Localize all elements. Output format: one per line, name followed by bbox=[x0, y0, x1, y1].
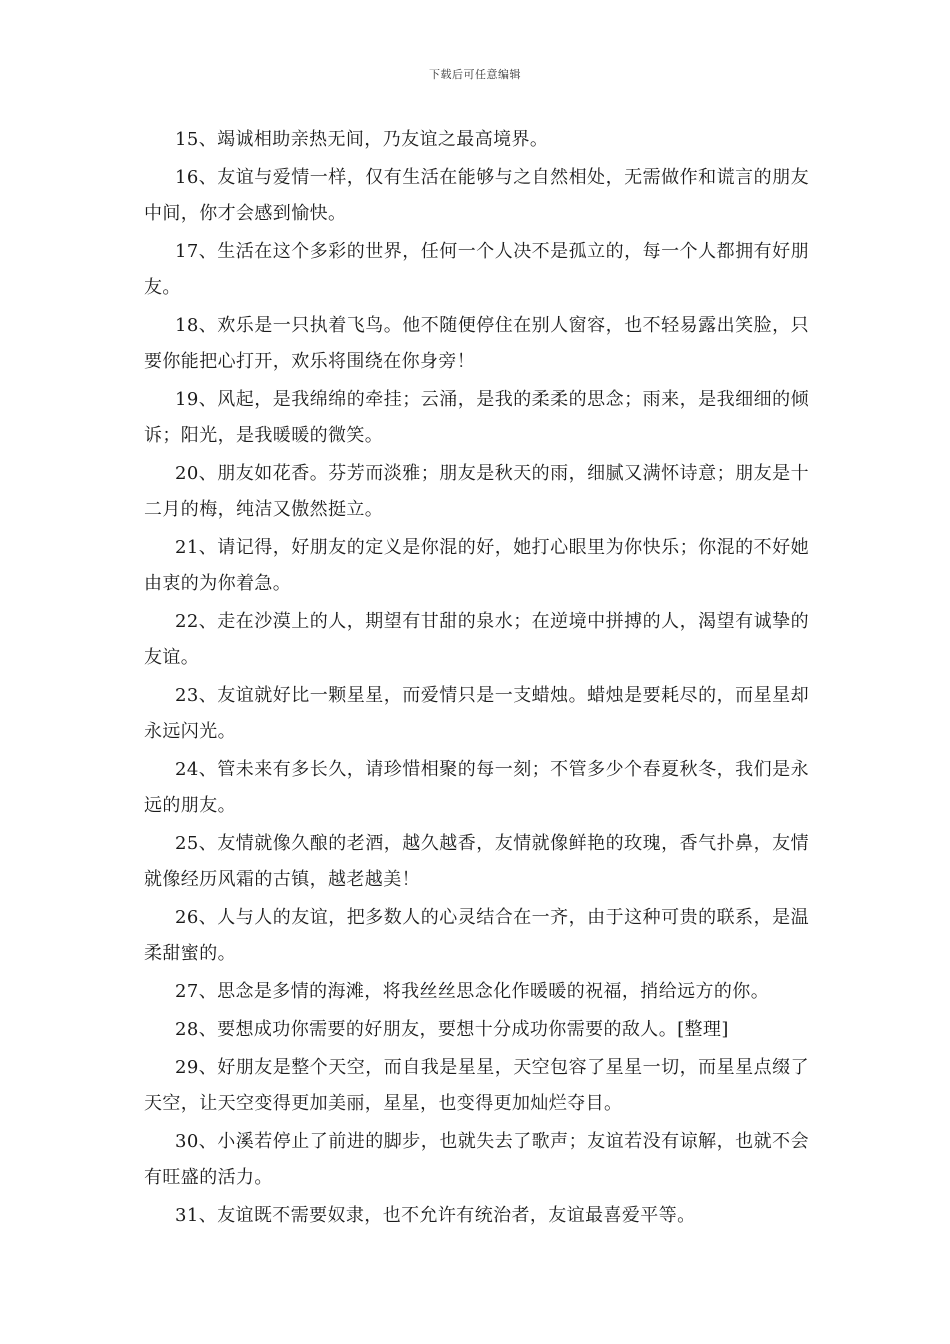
paragraph-25: 25、友情就像久酿的老酒，越久越香，友情就像鲜艳的玫瑰，香气扑鼻，友情就像经历风霜的古镇，越老越美！ bbox=[144, 833, 809, 890]
paragraph-29: 29、好朋友是整个天空，而自我是星星，天空包容了星星一切，而星星点缀了天空，让天空变得更加美丽，星星，也变得更加灿烂夺目。 bbox=[144, 1057, 809, 1114]
paragraph-21: 21、请记得，好朋友的定义是你混的好，她打心眼里为你快乐；你混的不好她由衷的为你着急。 bbox=[144, 537, 809, 594]
page-header: 下载后可任意编辑 bbox=[429, 68, 521, 81]
document-body bbox=[144, 122, 809, 1236]
paragraph-22: 22、走在沙漠上的人，期望有甘甜的泉水；在逆境中拼搏的人，渴望有诚挚的友谊。 bbox=[144, 611, 809, 668]
paragraph-16: 16、友谊与爱情一样，仅有生活在能够与之自然相处，无需做作和谎言的朋友中间，你才会感到愉快。 bbox=[144, 167, 809, 224]
paragraph-27: 27、思念是多情的海滩，将我丝丝思念化作暖暖的祝福，捎给远方的你。 bbox=[175, 981, 770, 1002]
paragraph-18: 18、欢乐是一只执着飞鸟。他不随便停住在别人窗容，也不轻易露出笑脸，只要你能把心打开，欢乐将围绕在你身旁！ bbox=[144, 315, 809, 372]
paragraph-23: 23、友谊就好比一颗星星，而爱情只是一支蜡烛。蜡烛是要耗尽的，而星星却永远闪光。 bbox=[144, 685, 809, 742]
paragraph-19: 19、风起，是我绵绵的牵挂；云涌，是我的柔柔的思念；雨来，是我细细的倾诉；阳光，是我暖暖的微笑。 bbox=[144, 389, 809, 446]
paragraph-24: 24、管未来有多长久，请珍惜相聚的每一刻；不管多少个春夏秋冬，我们是永远的朋友。 bbox=[144, 759, 809, 816]
paragraph-30: 30、小溪若停止了前进的脚步，也就失去了歌声；友谊若没有谅解，也就不会有旺盛的活力。 bbox=[144, 1131, 809, 1188]
paragraph-15: 15、竭诚相助亲热无间，乃友谊之最高境界。 bbox=[175, 129, 549, 150]
paragraph-17: 17、生活在这个多彩的世界，任何一个人决不是孤立的，每一个人都拥有好朋友。 bbox=[144, 241, 809, 298]
paragraph-28: 28、要想成功你需要的好朋友，要想十分成功你需要的敌人。[整理] bbox=[175, 1019, 729, 1040]
paragraph-20: 20、朋友如花香。芬芳而淡雅；朋友是秋天的雨，细腻又满怀诗意；朋友是十二月的梅，纯洁又傲然挺立。 bbox=[144, 463, 809, 520]
paragraph-26: 26、人与人的友谊，把多数人的心灵结合在一齐，由于这种可贵的联系，是温柔甜蜜的。 bbox=[144, 907, 809, 964]
paragraph-31: 31、友谊既不需要奴隶，也不允许有统治者，友谊最喜爱平等。 bbox=[175, 1205, 696, 1226]
